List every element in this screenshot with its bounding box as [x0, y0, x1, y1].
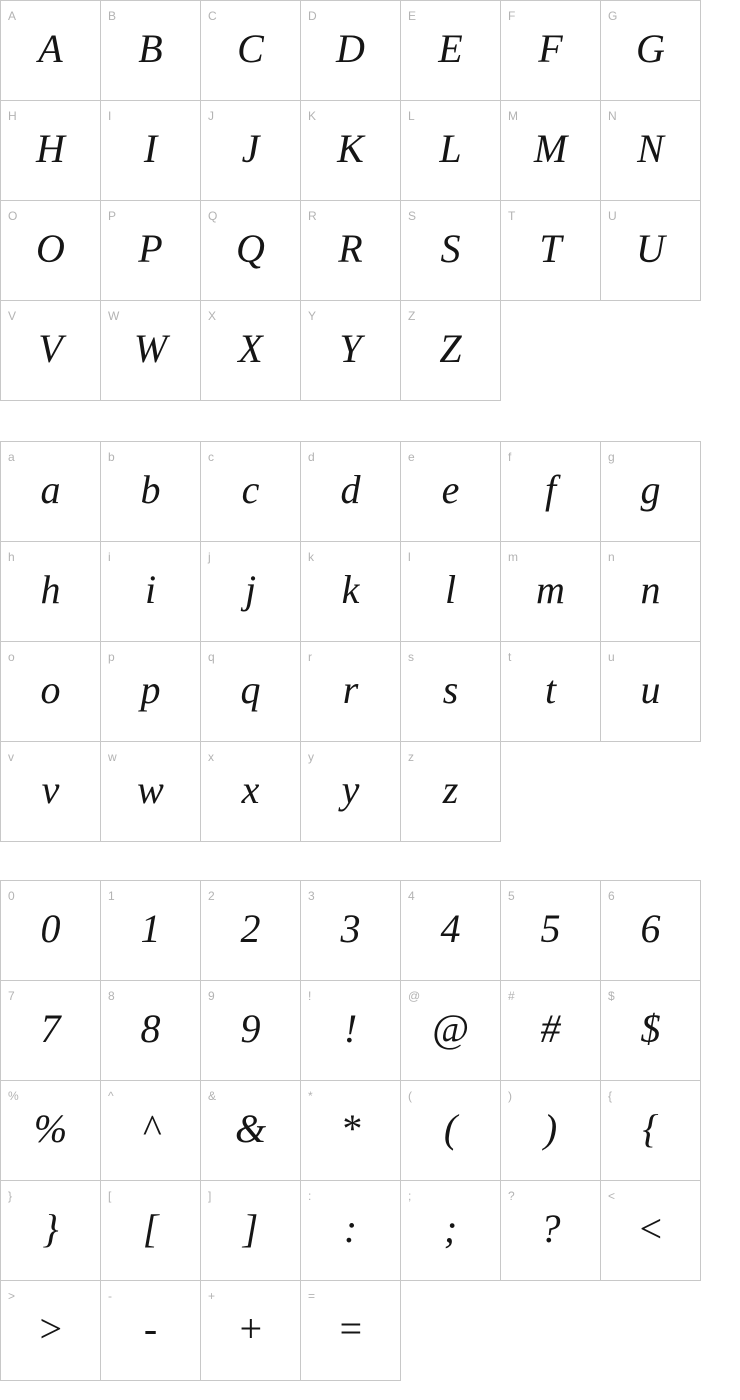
glyph-preview: y: [341, 767, 360, 812]
cell-label: 9: [208, 989, 215, 1003]
glyph-cell: [1, 742, 101, 842]
cell-label: C: [208, 9, 217, 23]
glyph-preview: q: [240, 667, 261, 712]
cell-label: q: [208, 650, 215, 664]
glyph-preview: p: [140, 667, 161, 712]
glyph-cell: [501, 881, 601, 981]
glyph-cell: [101, 442, 201, 542]
glyph-cell: [301, 1081, 401, 1181]
glyph-preview: W: [133, 326, 168, 371]
glyph-preview: x: [241, 767, 260, 812]
glyph-preview: }: [42, 1206, 59, 1251]
glyph-preview: g: [640, 467, 661, 512]
cell-label: 3: [308, 889, 315, 903]
glyph-preview: %: [33, 1106, 68, 1151]
cell-label: =: [308, 1289, 316, 1303]
cell-label: N: [608, 109, 617, 123]
glyph-preview: J: [241, 126, 260, 171]
cell-label: y: [308, 750, 314, 764]
glyph-cell: [201, 101, 301, 201]
cell-label: p: [108, 650, 115, 664]
glyph-preview: d: [340, 467, 361, 512]
cell-label: M: [508, 109, 518, 123]
glyph-cell: [501, 542, 601, 642]
glyph-cell: [501, 101, 601, 201]
cell-label: H: [8, 109, 17, 123]
glyph-cell: [1, 301, 101, 401]
glyph-preview: #: [540, 1006, 561, 1051]
glyph-cell: [601, 442, 701, 542]
glyph-preview: S: [440, 226, 461, 271]
cell-label: *: [308, 1089, 313, 1103]
glyph-cell: [401, 542, 501, 642]
cell-label: J: [208, 109, 214, 123]
glyph-preview: X: [238, 326, 263, 371]
glyph-preview: ^: [142, 1106, 159, 1151]
glyph-preview: D: [336, 26, 365, 71]
glyph-cell: [301, 1281, 401, 1381]
glyph-preview: T: [539, 226, 562, 271]
glyph-cell: [601, 642, 701, 742]
glyph-preview: N: [637, 126, 664, 171]
glyph-preview: @: [432, 1006, 469, 1051]
glyph-cell: [501, 642, 601, 742]
glyph-preview: {: [642, 1106, 659, 1151]
cell-label: g: [608, 450, 615, 464]
glyph-preview: +: [237, 1306, 264, 1351]
glyph-cell: [301, 101, 401, 201]
cell-label: ;: [408, 1189, 412, 1203]
cell-label: U: [608, 209, 617, 223]
glyph-preview: 5: [540, 906, 561, 951]
glyph-preview: M: [533, 126, 568, 171]
glyph-preview: n: [640, 567, 661, 612]
glyph-cell: [101, 881, 201, 981]
glyph-cell: [401, 981, 501, 1081]
glyph-preview: t: [544, 667, 557, 712]
glyph-preview: :: [343, 1206, 358, 1251]
glyph-cell: [1, 442, 101, 542]
glyph-preview: R: [338, 226, 363, 271]
cell-label: a: [8, 450, 15, 464]
cell-label: <: [608, 1189, 616, 1203]
glyph-cell: [301, 1, 401, 101]
glyph-cell: [401, 1081, 501, 1181]
glyph-preview: -: [143, 1306, 158, 1351]
glyph-cell: [501, 1181, 601, 1281]
cell-label: ): [508, 1089, 512, 1103]
glyph-cell: [601, 1081, 701, 1181]
glyph-preview: 3: [340, 906, 361, 951]
cell-label: ]: [208, 1189, 212, 1203]
glyph-preview: r: [342, 667, 359, 712]
cell-label: D: [308, 9, 317, 23]
glyph-cell: [101, 201, 201, 301]
cell-label: K: [308, 109, 317, 123]
glyph-preview: C: [237, 26, 264, 71]
glyph-preview: 1: [140, 906, 161, 951]
cell-label: ?: [508, 1189, 515, 1203]
cell-label: w: [108, 750, 117, 764]
glyph-cell: [301, 981, 401, 1081]
cell-label: W: [108, 309, 120, 323]
cell-label: &: [208, 1089, 217, 1103]
glyph-preview: i: [144, 567, 157, 612]
glyph-preview: Z: [439, 326, 462, 371]
glyph-preview: G: [636, 26, 665, 71]
glyph-preview: =: [337, 1306, 364, 1351]
glyph-cell: [401, 1, 501, 101]
glyph-preview: >: [37, 1306, 64, 1351]
glyph-preview: E: [438, 26, 463, 71]
glyph-preview: z: [442, 767, 459, 812]
glyph-cell: [301, 542, 401, 642]
glyph-cell: [401, 642, 501, 742]
cell-label: $: [608, 989, 615, 1003]
glyph-cell: [301, 442, 401, 542]
glyph-cell: [201, 981, 301, 1081]
cell-label: 2: [208, 889, 215, 903]
glyph-preview: (: [443, 1106, 458, 1151]
cell-label: 0: [8, 889, 15, 903]
cell-label: E: [408, 9, 417, 23]
cell-label: V: [8, 309, 17, 323]
cell-label: %: [8, 1089, 19, 1103]
glyph-preview: V: [38, 326, 63, 371]
cell-label: A: [8, 9, 17, 23]
glyph-cell: [401, 101, 501, 201]
cell-label: -: [108, 1289, 112, 1303]
glyph-cell: [201, 742, 301, 842]
glyph-preview: h: [40, 567, 61, 612]
uppercase-letters-grid: [0, 0, 701, 401]
glyph-cell: [201, 1181, 301, 1281]
cell-label: x: [208, 750, 214, 764]
cell-label: t: [508, 650, 512, 664]
glyph-cell: [501, 1081, 601, 1181]
cell-label: #: [508, 989, 515, 1003]
glyph-preview: 0: [40, 906, 61, 951]
cell-label: h: [8, 550, 15, 564]
cell-label: v: [8, 750, 14, 764]
glyph-cell: [301, 301, 401, 401]
glyph-cell: [101, 981, 201, 1081]
cell-label: 6: [608, 889, 615, 903]
glyph-cell: [101, 742, 201, 842]
glyph-preview: O: [36, 226, 65, 271]
glyph-preview: 8: [140, 1006, 161, 1051]
glyph-cell: [1, 101, 101, 201]
cell-label: :: [308, 1189, 312, 1203]
glyph-preview: m: [536, 567, 565, 612]
glyph-preview: 4: [440, 906, 461, 951]
glyph-preview: c: [241, 467, 260, 512]
glyph-cell: [301, 742, 401, 842]
glyph-preview: f: [544, 467, 557, 512]
cell-label: >: [8, 1289, 16, 1303]
cell-label: r: [308, 650, 312, 664]
cell-label: O: [8, 209, 18, 223]
glyph-preview: Q: [236, 226, 265, 271]
glyph-cell: [101, 1281, 201, 1381]
glyph-cell: [101, 1, 201, 101]
cell-label: {: [608, 1089, 613, 1103]
glyph-cell: [201, 442, 301, 542]
glyph-cell: [1, 881, 101, 981]
glyph-cell: [201, 1, 301, 101]
glyph-preview: v: [41, 767, 60, 812]
glyph-cell: [601, 1, 701, 101]
glyph-cell: [201, 301, 301, 401]
glyph-preview: &: [234, 1106, 267, 1151]
cell-label: f: [508, 450, 512, 464]
glyph-cell: [601, 1181, 701, 1281]
glyph-cell: [601, 881, 701, 981]
cell-label: [: [108, 1189, 112, 1203]
cell-label: e: [408, 450, 415, 464]
glyph-cell: [101, 1181, 201, 1281]
glyph-preview: P: [138, 226, 163, 271]
glyph-cell: [601, 101, 701, 201]
cell-label: B: [108, 9, 117, 23]
cell-label: S: [408, 209, 417, 223]
cell-label: 8: [108, 989, 115, 1003]
glyph-preview: K: [337, 126, 364, 171]
glyph-cell: [401, 442, 501, 542]
glyph-cell: [101, 101, 201, 201]
glyph-preview: *: [340, 1106, 361, 1151]
glyph-preview: H: [36, 126, 65, 171]
glyph-preview: ;: [443, 1206, 458, 1251]
digits-and-symbols-grid: [0, 880, 701, 1381]
glyph-cell: [401, 301, 501, 401]
glyph-cell: [301, 201, 401, 301]
cell-label: d: [308, 450, 315, 464]
glyph-cell: [601, 981, 701, 1081]
cell-label: c: [208, 450, 214, 464]
glyph-preview: A: [38, 26, 63, 71]
glyph-cell: [101, 301, 201, 401]
cell-label: 4: [408, 889, 415, 903]
cell-label: I: [108, 109, 112, 123]
glyph-preview: $: [640, 1006, 661, 1051]
cell-label: !: [308, 989, 312, 1003]
glyph-cell: [101, 642, 201, 742]
glyph-preview: k: [341, 567, 360, 612]
cell-label: }: [8, 1189, 13, 1203]
glyph-preview: !: [343, 1006, 358, 1051]
cell-label: o: [8, 650, 15, 664]
cell-label: Z: [408, 309, 416, 323]
glyph-cell: [201, 881, 301, 981]
cell-label: Q: [208, 209, 218, 223]
glyph-preview: 7: [40, 1006, 61, 1051]
glyph-cell: [501, 981, 601, 1081]
cell-label: (: [408, 1089, 412, 1103]
cell-label: s: [408, 650, 414, 664]
cell-label: i: [108, 550, 111, 564]
glyph-cell: [1, 1181, 101, 1281]
glyph-preview: j: [244, 567, 257, 612]
cell-label: F: [508, 9, 516, 23]
glyph-cell: [401, 881, 501, 981]
cell-label: n: [608, 550, 615, 564]
cell-label: m: [508, 550, 518, 564]
glyph-cell: [101, 1081, 201, 1181]
cell-label: 5: [508, 889, 515, 903]
glyph-preview: u: [640, 667, 661, 712]
glyph-cell: [301, 642, 401, 742]
glyph-preview: e: [441, 467, 460, 512]
cell-label: T: [508, 209, 516, 223]
cell-label: 7: [8, 989, 15, 1003]
glyph-cell: [301, 1181, 401, 1281]
glyph-preview: U: [636, 226, 665, 271]
glyph-cell: [501, 442, 601, 542]
cell-label: P: [108, 209, 117, 223]
glyph-cell: [1, 642, 101, 742]
cell-label: +: [208, 1289, 216, 1303]
glyph-cell: [501, 201, 601, 301]
glyph-cell: [1, 981, 101, 1081]
cell-label: u: [608, 650, 615, 664]
glyph-preview: B: [138, 26, 163, 71]
glyph-preview: w: [137, 767, 164, 812]
glyph-cell: [601, 201, 701, 301]
glyph-cell: [401, 201, 501, 301]
glyph-cell: [1, 1081, 101, 1181]
glyph-preview: s: [442, 667, 459, 712]
cell-label: j: [208, 550, 211, 564]
glyph-cell: [201, 542, 301, 642]
glyph-cell: [101, 542, 201, 642]
glyph-preview: ?: [540, 1206, 561, 1251]
glyph-cell: [301, 881, 401, 981]
glyph-preview: L: [439, 126, 462, 171]
glyph-cell: [601, 542, 701, 642]
glyph-preview: [: [142, 1206, 159, 1251]
cell-label: l: [408, 550, 411, 564]
cell-label: b: [108, 450, 115, 464]
glyph-preview: <: [637, 1206, 664, 1251]
glyph-cell: [201, 1081, 301, 1181]
glyph-cell: [201, 1281, 301, 1381]
glyph-preview: o: [40, 667, 61, 712]
glyph-cell: [201, 201, 301, 301]
glyph-cell: [401, 1181, 501, 1281]
glyph-cell: [401, 742, 501, 842]
glyph-preview: F: [538, 26, 563, 71]
glyph-cell: [1, 1281, 101, 1381]
lowercase-letters-grid: [0, 441, 701, 842]
cell-label: ^: [108, 1089, 114, 1103]
glyph-preview: ): [543, 1106, 558, 1151]
glyph-cell: [201, 642, 301, 742]
cell-label: X: [208, 309, 217, 323]
glyph-preview: I: [143, 126, 158, 171]
glyph-preview: b: [140, 467, 161, 512]
glyph-preview: Y: [339, 326, 362, 371]
cell-label: R: [308, 209, 317, 223]
cell-label: z: [408, 750, 414, 764]
glyph-preview: a: [40, 467, 61, 512]
glyph-cell: [501, 1, 601, 101]
cell-label: k: [308, 550, 314, 564]
cell-label: G: [608, 9, 618, 23]
glyph-cell: [1, 1, 101, 101]
cell-label: @: [408, 989, 421, 1003]
glyph-preview: 2: [240, 906, 261, 951]
glyph-preview: 6: [640, 906, 661, 951]
glyph-cell: [1, 542, 101, 642]
cell-label: Y: [308, 309, 317, 323]
cell-label: L: [408, 109, 415, 123]
glyph-preview: l: [444, 567, 457, 612]
glyph-preview: ]: [242, 1206, 259, 1251]
cell-label: 1: [108, 889, 115, 903]
glyph-preview: 9: [240, 1006, 261, 1051]
glyph-cell: [1, 201, 101, 301]
